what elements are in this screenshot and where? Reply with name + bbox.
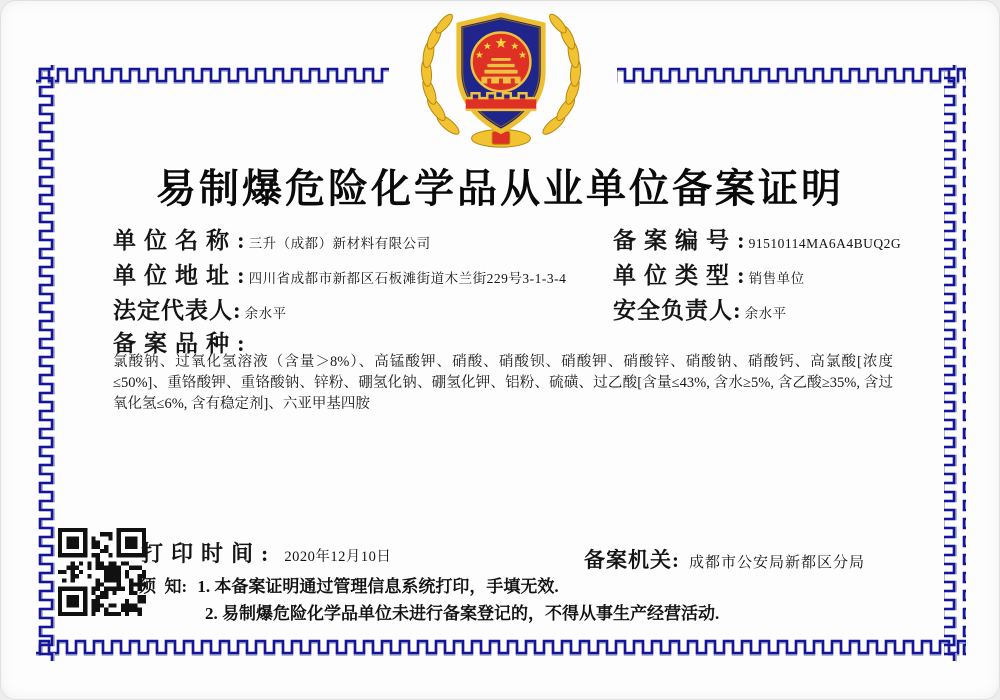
notes-line-2 bbox=[205, 599, 719, 624]
notes-label: 须 知: bbox=[139, 577, 192, 596]
record-authority-label: 备案机关 bbox=[584, 548, 672, 572]
unit-type-label: 单位类型 bbox=[613, 263, 737, 288]
police-badge-icon bbox=[393, 7, 609, 154]
unit-address-label: 单位地址 bbox=[113, 263, 237, 288]
note-item-1: 1. 本备案证明通过管理信息系统打印，手填无效. bbox=[197, 577, 559, 596]
field-safety-officer: 安全负责人 : 余水平 bbox=[613, 292, 787, 325]
record-no-label: 备案编号 bbox=[613, 228, 737, 253]
record-no-value: 91510114MA6A4BUQ2G bbox=[748, 236, 902, 251]
record-items-label: 备案品种 bbox=[113, 331, 237, 356]
field-record-no: 备案编号 : 91510114MA6A4BUQ2G bbox=[613, 222, 901, 255]
print-time-value: 2020年12月10日 bbox=[284, 549, 392, 565]
unit-address-value: 四川省成都市新都区石板滩街道木兰街229号3-1-3-4 bbox=[248, 271, 567, 286]
field-print-time: 打印时间 : 2020年12月10日 bbox=[141, 537, 391, 568]
field-unit-address: 单位地址 : 四川省成都市新都区石板滩街道木兰街229号3-1-3-4 bbox=[113, 257, 566, 290]
record-authority-value: 成都市公安局新都区分局 bbox=[689, 555, 866, 571]
field-record-items: 备案品种 : bbox=[113, 325, 245, 358]
note-item-2: 2. 易制爆危险化学品单位未进行备案登记的，不得从事生产经营活动. bbox=[205, 604, 720, 623]
safety-officer-label: 安全负责人 bbox=[613, 298, 733, 323]
field-unit-name: 单位名称 : 三升（成都）新材料有限公司 bbox=[113, 222, 431, 255]
notes-line-1 bbox=[139, 572, 559, 597]
legal-rep-value: 余水平 bbox=[244, 306, 287, 321]
unit-type-value: 销售单位 bbox=[748, 271, 805, 286]
field-record-authority: 备案机关 : 成都市公安局新都区分局 bbox=[584, 544, 865, 574]
certificate-title: 易制爆危险化学品从业单位备案证明 bbox=[156, 167, 844, 211]
unit-name-label: 单位名称 bbox=[113, 228, 237, 253]
field-unit-type: 单位类型 : 销售单位 bbox=[613, 257, 805, 290]
field-legal-rep: 法定代表人 : 余水平 bbox=[113, 292, 287, 325]
qr-code-icon bbox=[58, 528, 146, 616]
unit-name-value: 三升（成都）新材料有限公司 bbox=[248, 236, 431, 251]
legal-rep-label: 法定代表人 bbox=[113, 298, 233, 323]
record-items-value: 氯酸钠、过氧化氢溶液（含量＞8%）、高锰酸钾、硝酸、硝酸钡、硝酸钾、硝酸锌、硝酸钠、硝酸钙、高氯酸[浓度≤50%]、重铬酸钾、重铬酸钠、锌粉、硼氢化钠、硼氢化钾、铝粉、硫磺、过乙酸[含量≤43%, 含水≥5%, 含乙酸≥35%, 含过氧化氢≤6%, 含有稳定剂]、六亚甲基四胺 bbox=[113, 354, 893, 412]
print-time-label: 打印时间 bbox=[141, 541, 262, 566]
safety-officer-value: 余水平 bbox=[744, 306, 787, 321]
